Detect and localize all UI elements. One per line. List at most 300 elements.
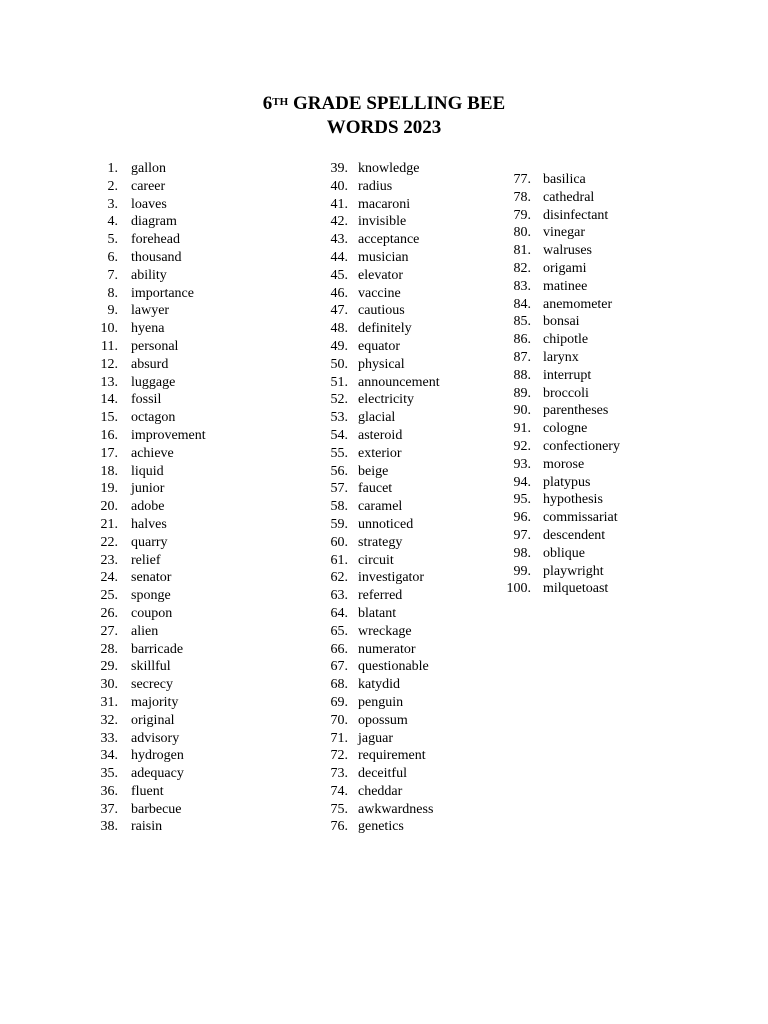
word-number: 69. (330, 694, 348, 710)
word-list-column-3 (502, 171, 620, 598)
word-list-item (94, 605, 173, 623)
word-list-item (94, 765, 184, 783)
word-number: 8. (107, 285, 118, 301)
word-number: 93. (513, 456, 531, 472)
word-list-item (324, 676, 400, 694)
word-list-item (94, 552, 161, 570)
word-list-item (324, 587, 403, 605)
word-list-item (94, 641, 184, 659)
word-number: 74. (330, 783, 348, 799)
word-number: 71. (330, 730, 348, 746)
spelling-word: liquid (131, 463, 164, 479)
spelling-word: katydid (358, 677, 400, 693)
word-list-item (502, 207, 609, 225)
word-number: 81. (513, 243, 531, 259)
spelling-word: glacial (358, 410, 396, 426)
page-title (0, 92, 768, 140)
word-list-item (94, 409, 176, 427)
spelling-word: halves (131, 516, 167, 532)
spelling-word: importance (131, 285, 194, 301)
spelling-word: luggage (131, 374, 176, 390)
word-number: 50. (330, 356, 348, 372)
word-number: 4. (107, 214, 118, 230)
spelling-word: cathedral (543, 189, 595, 205)
spelling-word: broccoli (543, 385, 589, 401)
word-list-item (502, 242, 592, 260)
spelling-word: confectionery (543, 438, 620, 454)
word-number: 7. (107, 267, 118, 283)
word-number: 68. (330, 677, 348, 693)
word-number: 18. (100, 463, 118, 479)
word-number: 94. (513, 474, 531, 490)
word-number: 41. (330, 196, 348, 212)
word-number: 38. (100, 819, 118, 835)
word-list-item (94, 267, 167, 285)
word-number: 90. (513, 403, 531, 419)
spelling-word: milquetoast (543, 581, 609, 597)
spelling-word: gallon (131, 161, 166, 176)
word-list-item (502, 420, 588, 438)
spelling-word: anemometer (543, 296, 613, 312)
word-number: 55. (330, 445, 348, 461)
word-number: 77. (513, 172, 531, 187)
word-list-item (94, 498, 165, 516)
word-number: 92. (513, 438, 531, 454)
spelling-word: loaves (131, 196, 167, 212)
word-list-item (502, 296, 613, 314)
word-list-item (94, 445, 174, 463)
word-list-item (94, 694, 179, 712)
word-list-item (324, 516, 414, 534)
word-list-item (324, 818, 404, 836)
word-list-item (502, 260, 587, 278)
spelling-word: beige (358, 463, 389, 479)
word-number: 28. (100, 641, 118, 657)
word-number: 39. (330, 161, 348, 176)
word-number: 91. (513, 421, 531, 437)
word-list-item (94, 374, 176, 392)
spelling-word: coupon (131, 605, 173, 621)
spelling-word: cologne (543, 421, 588, 437)
word-list-item (502, 438, 620, 456)
word-number: 13. (100, 374, 118, 390)
word-number: 35. (100, 766, 118, 782)
word-number: 56. (330, 463, 348, 479)
spelling-word: cautious (358, 303, 405, 319)
word-list-item (502, 563, 604, 581)
spelling-word: faucet (358, 481, 393, 497)
word-list-item (324, 231, 420, 249)
word-number: 64. (330, 605, 348, 621)
word-list-item (502, 509, 618, 527)
word-number: 95. (513, 492, 531, 508)
spelling-word: matinee (543, 278, 588, 294)
word-list-item (324, 196, 411, 214)
word-number: 47. (330, 303, 348, 319)
spelling-word: commissariat (543, 510, 618, 526)
word-list-item (502, 171, 586, 189)
word-number: 34. (100, 748, 118, 764)
spelling-word: fluent (131, 783, 164, 799)
spelling-word: vaccine (358, 285, 401, 301)
word-list-item (94, 569, 172, 587)
word-list-item (324, 427, 403, 445)
word-list-item (502, 189, 595, 207)
spelling-word: hydrogen (131, 748, 184, 764)
word-number: 62. (330, 570, 348, 586)
spelling-word: deceitful (358, 766, 407, 782)
word-list-item (324, 623, 412, 641)
spelling-word: quarry (131, 534, 168, 550)
spelling-word: definitely (358, 321, 412, 337)
word-number: 22. (100, 534, 118, 550)
spelling-word: descendent (543, 527, 606, 543)
word-list-item (502, 474, 591, 492)
word-list-item (324, 480, 393, 498)
word-number: 6. (107, 249, 118, 265)
spelling-word: original (131, 712, 175, 728)
word-number: 48. (330, 321, 348, 337)
title-ordinal-suffix: TH (272, 96, 289, 108)
spelling-word: announcement (358, 374, 440, 390)
title-line-1-text: GRADE SPELLING BEE (288, 93, 506, 114)
spelling-word: caramel (358, 499, 403, 515)
spelling-word: achieve (131, 445, 174, 461)
spelling-word: senator (131, 570, 172, 586)
spelling-word: larynx (543, 349, 579, 365)
word-number: 16. (100, 427, 118, 443)
word-number: 54. (330, 427, 348, 443)
word-number: 84. (513, 296, 531, 312)
word-number: 36. (100, 783, 118, 799)
word-list-item (94, 747, 184, 765)
spelling-word: parentheses (543, 403, 609, 419)
word-number: 70. (330, 712, 348, 728)
word-number: 89. (513, 385, 531, 401)
word-list-item (324, 160, 420, 178)
spelling-word: skillful (131, 659, 171, 675)
title-line-1 (0, 92, 768, 116)
word-list-item (94, 587, 171, 605)
word-number: 25. (100, 588, 118, 604)
spelling-word: advisory (131, 730, 180, 746)
spelling-word: morose (543, 456, 585, 472)
word-number: 49. (330, 338, 348, 354)
word-list-item (324, 356, 405, 374)
word-list-item (324, 658, 429, 676)
word-list-item (324, 463, 389, 481)
word-number: 24. (100, 570, 118, 586)
word-number: 65. (330, 623, 348, 639)
word-list-item (324, 783, 403, 801)
word-list-item (94, 196, 167, 214)
word-list-item (94, 213, 177, 231)
spelling-word: vinegar (543, 225, 585, 241)
spelling-word: platypus (543, 474, 591, 490)
word-list-item (502, 491, 603, 509)
word-number: 97. (513, 527, 531, 543)
word-list-item (94, 391, 162, 409)
spelling-word: genetics (358, 819, 404, 835)
spelling-word: hypothesis (543, 492, 603, 508)
word-number: 82. (513, 260, 531, 276)
word-number: 37. (100, 801, 118, 817)
spelling-word: majority (131, 694, 179, 710)
word-list-item (502, 349, 579, 367)
word-list-item (324, 765, 407, 783)
spelling-word: blatant (358, 605, 397, 621)
spelling-word: hyena (131, 321, 165, 337)
word-number: 85. (513, 314, 531, 330)
word-list-item (94, 480, 165, 498)
word-list-item (94, 818, 163, 836)
spelling-word: acceptance (358, 232, 420, 248)
spelling-word: elevator (358, 267, 404, 283)
word-number: 63. (330, 588, 348, 604)
spelling-word: secrecy (131, 677, 173, 693)
word-list-item (324, 391, 414, 409)
spelling-word: requirement (358, 748, 426, 764)
spelling-word: playwright (543, 563, 604, 579)
word-list-item (94, 302, 170, 320)
word-number: 72. (330, 748, 348, 764)
word-list-item (94, 623, 159, 641)
spelling-word: bonsai (543, 314, 580, 330)
spelling-word: basilica (543, 172, 586, 187)
word-number: 61. (330, 552, 348, 568)
word-number: 96. (513, 510, 531, 526)
spelling-word: macaroni (358, 196, 411, 212)
word-number: 73. (330, 766, 348, 782)
word-list-item (94, 338, 179, 356)
word-number: 3. (107, 196, 118, 212)
word-list-item (502, 580, 609, 598)
spelling-word: strategy (358, 534, 403, 550)
word-list-item (94, 730, 180, 748)
word-list-item (502, 456, 585, 474)
word-list-item (502, 402, 609, 420)
spelling-word: personal (131, 338, 179, 354)
word-number: 32. (100, 712, 118, 728)
spelling-word: numerator (358, 641, 416, 657)
word-number: 9. (107, 303, 118, 319)
spelling-word: diagram (131, 214, 177, 230)
word-list-item (94, 801, 182, 819)
word-list-item (94, 249, 182, 267)
word-number: 23. (100, 552, 118, 568)
word-list-item (94, 160, 166, 178)
title-ordinal-number: 6 (262, 93, 273, 114)
word-number: 87. (513, 349, 531, 365)
spelling-word: unnoticed (358, 516, 414, 532)
word-list-item (94, 463, 164, 481)
word-number: 86. (513, 332, 531, 348)
spelling-word: questionable (358, 659, 429, 675)
spelling-word: circuit (358, 552, 394, 568)
word-number: 100. (506, 581, 531, 597)
word-number: 78. (513, 189, 531, 205)
word-number: 88. (513, 367, 531, 383)
spelling-word: asteroid (358, 427, 403, 443)
word-list-item (502, 278, 588, 296)
word-list-item (502, 331, 589, 349)
word-number: 67. (330, 659, 348, 675)
word-list-item (324, 498, 403, 516)
word-list-item (94, 516, 167, 534)
word-list-item (94, 534, 168, 552)
word-number: 11. (101, 338, 118, 354)
word-list-item (502, 313, 580, 331)
word-number: 66. (330, 641, 348, 657)
word-list-item (324, 605, 397, 623)
spelling-word: opossum (358, 712, 408, 728)
spelling-word: referred (358, 588, 403, 604)
spelling-word: alien (131, 623, 159, 639)
word-list-item (324, 747, 426, 765)
word-list-item (94, 783, 164, 801)
word-number: 5. (107, 232, 118, 248)
word-number: 10. (100, 321, 118, 337)
word-list-item (324, 267, 404, 285)
word-number: 59. (330, 516, 348, 532)
word-list-item (324, 320, 412, 338)
word-number: 52. (330, 392, 348, 408)
word-list-item (502, 385, 589, 403)
word-number: 46. (330, 285, 348, 301)
word-number: 21. (100, 516, 118, 532)
spelling-word: octagon (131, 410, 176, 426)
spelling-word: lawyer (131, 303, 170, 319)
word-number: 33. (100, 730, 118, 746)
spelling-word: absurd (131, 356, 169, 372)
word-list-item (324, 338, 400, 356)
spelling-word: barbecue (131, 801, 182, 817)
word-number: 80. (513, 225, 531, 241)
spelling-word: adobe (131, 499, 165, 515)
spelling-word: cheddar (358, 783, 403, 799)
word-list-item (324, 569, 425, 587)
spelling-word: barricade (131, 641, 184, 657)
spelling-word: ability (131, 267, 167, 283)
word-list-item (94, 231, 180, 249)
spelling-word: exterior (358, 445, 402, 461)
spelling-word: penguin (358, 694, 404, 710)
word-number: 57. (330, 481, 348, 497)
spelling-word: sponge (131, 588, 171, 604)
word-number: 40. (330, 178, 348, 194)
word-number: 26. (100, 605, 118, 621)
spelling-word: oblique (543, 545, 585, 561)
spelling-word: career (131, 178, 166, 194)
word-list-item (94, 658, 171, 676)
word-number: 14. (100, 392, 118, 408)
word-number: 12. (100, 356, 118, 372)
word-list-item (324, 213, 407, 231)
word-number: 83. (513, 278, 531, 294)
word-number: 98. (513, 545, 531, 561)
word-number: 76. (330, 819, 348, 835)
word-number: 17. (100, 445, 118, 461)
word-list-item (502, 545, 585, 563)
word-list-item (94, 712, 175, 730)
word-number: 43. (330, 232, 348, 248)
word-number: 19. (100, 481, 118, 497)
spelling-word: origami (543, 260, 587, 276)
word-list-item (94, 178, 166, 196)
word-number: 27. (100, 623, 118, 639)
spelling-word: forehead (131, 232, 180, 248)
spelling-word: physical (358, 356, 405, 372)
word-list-item (324, 374, 440, 392)
word-list-item (94, 320, 165, 338)
spelling-word: thousand (131, 249, 182, 265)
word-list-item (324, 801, 434, 819)
spelling-word: junior (131, 481, 165, 497)
word-list-item (324, 641, 416, 659)
spelling-word: interrupt (543, 367, 592, 383)
spelling-word: raisin (131, 819, 163, 835)
spelling-word: wreckage (358, 623, 412, 639)
word-number: 79. (513, 207, 531, 223)
word-list-item (324, 552, 394, 570)
spelling-word: invisible (358, 214, 407, 230)
word-number: 44. (330, 249, 348, 265)
word-number: 51. (330, 374, 348, 390)
word-number: 29. (100, 659, 118, 675)
title-line-2: WORDS 2023 (326, 117, 442, 138)
word-list-item (324, 285, 401, 303)
word-list-item (502, 527, 606, 545)
word-list-item (324, 409, 396, 427)
word-number: 15. (100, 410, 118, 426)
word-list-item (94, 356, 169, 374)
spelling-word: awkwardness (358, 801, 434, 817)
spelling-word: radius (358, 178, 393, 194)
word-list-item (94, 676, 173, 694)
word-list-item (324, 694, 404, 712)
word-list-item (324, 445, 402, 463)
word-number: 42. (330, 214, 348, 230)
word-list-item (324, 534, 403, 552)
word-number: 60. (330, 534, 348, 550)
word-list-column-1 (94, 160, 206, 836)
spelling-word: disinfectant (543, 207, 609, 223)
word-number: 2. (107, 178, 118, 194)
word-list-item (324, 302, 405, 320)
spelling-word: adequacy (131, 766, 184, 782)
word-number: 58. (330, 499, 348, 515)
word-list-item (324, 712, 408, 730)
word-number: 99. (513, 563, 531, 579)
spelling-word: electricity (358, 392, 414, 408)
word-number: 31. (100, 694, 118, 710)
word-number: 75. (330, 801, 348, 817)
word-list-item (502, 367, 592, 385)
spelling-word: investigator (358, 570, 425, 586)
word-number: 20. (100, 499, 118, 515)
spelling-word: fossil (131, 392, 162, 408)
spelling-word: jaguar (358, 730, 393, 746)
spelling-word: equator (358, 338, 400, 354)
spelling-word: chipotle (543, 332, 589, 348)
word-number: 1. (107, 161, 118, 176)
word-number: 45. (330, 267, 348, 283)
spelling-word: relief (131, 552, 161, 568)
spelling-word: improvement (131, 427, 206, 443)
spelling-word: walruses (543, 243, 592, 259)
word-list-item (94, 427, 206, 445)
word-list-item (324, 730, 393, 748)
